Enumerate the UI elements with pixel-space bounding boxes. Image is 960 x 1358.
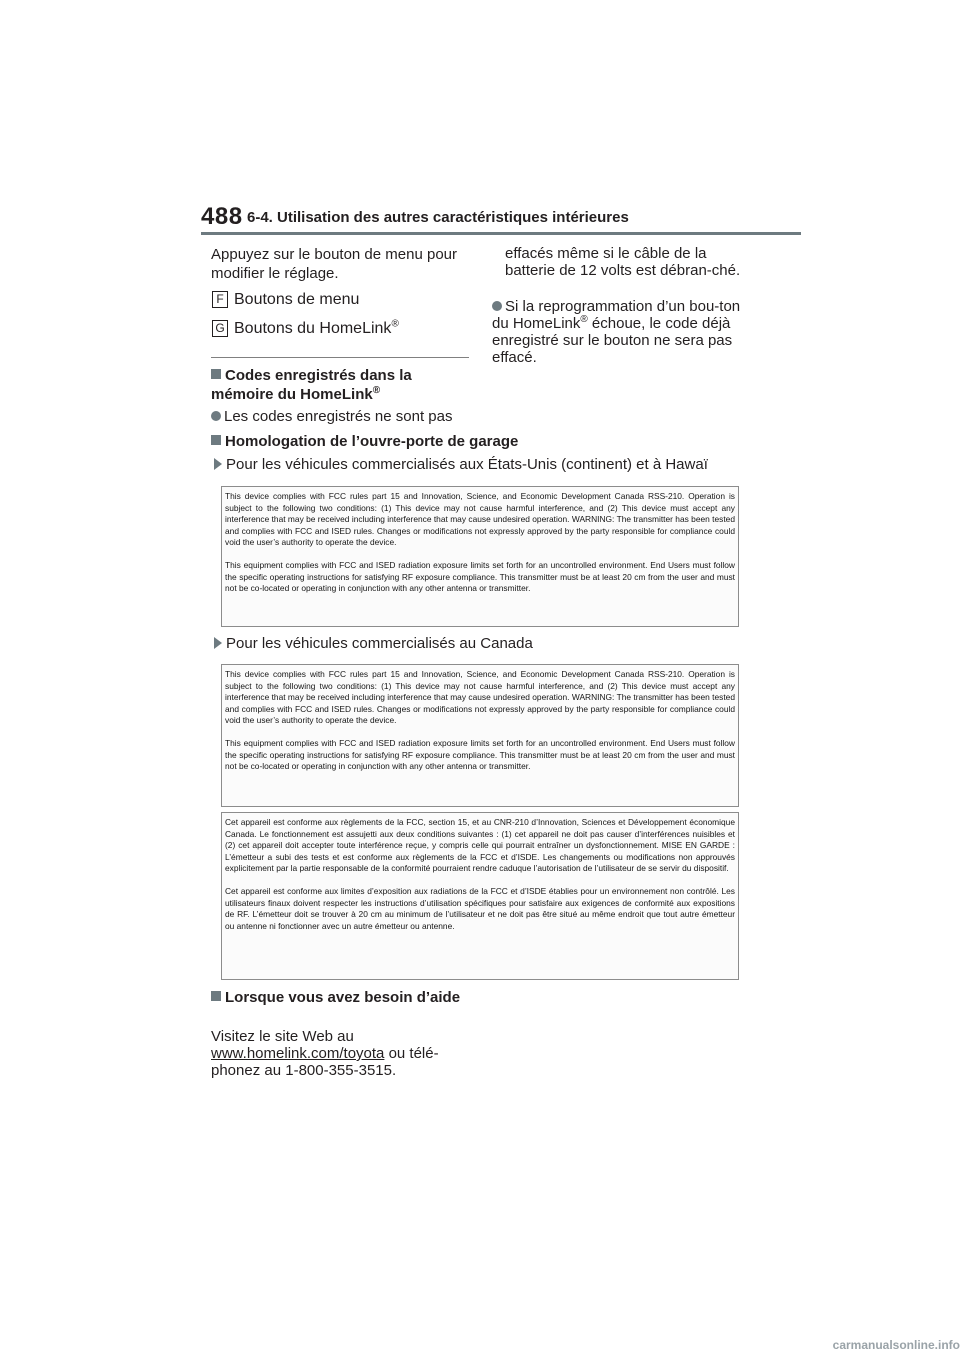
fcc-notice-canada-fr: [221, 812, 739, 980]
bullet-reprogramming-text-2: échoue, le code déjà enregistré sur le bouton ne sera pas effacé.: [492, 315, 733, 366]
sub-heading-canada-text: Pour les véhicules commercialisés au Canada: [226, 635, 533, 652]
triangle-bullet-icon: [214, 458, 222, 470]
help-text: [211, 1028, 456, 1079]
triangle-bullet-icon: [214, 637, 222, 649]
legend-g-text: Boutons du HomeLink: [234, 320, 392, 337]
fcc-notice-us-p1: This device complies with FCC rules part 15 and Innovation, Science, and Economic Development Canada RSS-210. Operation is subject to the following two conditions: (1) This device may not cause harmful interference, and (2) This device must accept any interference that may be received including interference that may cause undesired operation. WARNING: The transmitter has been tested and complies with FCC and ISED rules. Changes or modifications not expressly approved by the party responsible for compliance could void the user’s authority to operate the device.: [225, 491, 735, 548]
section-heading-homologation: [211, 432, 518, 451]
chapter-title: 6-4. Utilisation des autres caractéristiques intérieures: [247, 209, 629, 226]
watermark: carmanualsonline.info: [832, 1338, 960, 1352]
fcc-notice-us-p2: This equipment complies with FCC and ISED radiation exposure limits set forth for an uncontrolled environment. End Users must follow the specific operating instructions for satisfying RF exposure compliance. This transmitter must be at least 20 cm from the user and must not be co-located or operating in conjunction with any other antenna or transmitter.: [225, 559, 735, 594]
sub-heading-us-text: Pour les véhicules commercialisés aux États-Unis (continent) et à Hawaï: [226, 456, 708, 473]
square-bullet-icon: [211, 435, 221, 445]
homelink-website-link[interactable]: www.homelink.com/toyota: [211, 1045, 385, 1062]
page-number: 488: [201, 203, 243, 230]
fcc-notice-canada-en-p1: This device complies with FCC rules part 15 and Innovation, Science, and Economic Development Canada RSS-210. Operation is subject to the following two conditions: (1) This device may not cause harmful interference, and (2) This device must accept any interference that may be received including interference that may cause undesired operation. WARNING: The transmitter has been tested and complies with FCC and ISED rules. Changes or modifications not expressly approved by the party responsible for compliance could void the user’s authority to operate the device.: [225, 669, 735, 726]
header-rule: [201, 232, 801, 235]
help-text-before: Visitez le site Web au: [211, 1028, 354, 1045]
bullet-codes-not-erased: [211, 408, 473, 425]
square-bullet-icon: [211, 991, 221, 1001]
round-bullet-icon: [211, 411, 221, 421]
fcc-notice-us: [221, 486, 739, 627]
fcc-notice-canada-en-p2: This equipment complies with FCC and ISED radiation exposure limits set forth for an uncontrolled environment. End Users must follow the specific operating instructions for satisfying RF exposure compliance. This transmitter must be at least 20 cm from the user and must not be co-located or operating in conjunction with any other antenna or transmitter.: [225, 737, 735, 772]
fcc-notice-canada-fr-p2: Cet appareil est conforme aux limites d’exposition aux radiations de la FCC et d’ISDE établies pour un environnement non contrôlé. Les utilisateurs finaux doivent respecter les instructions d’utilisation spécifiques pour satisfaire aux exigences de conformité aux expositions de RF. L’émetteur doit se trouver à 20 cm au minimum de l’utilisateur et ne doit pas être situé au même endroit que tout autre émetteur ou antenne ni fonctionner avec un autre émetteur ou antenne.: [225, 885, 735, 931]
help-text-after: ou télé-phonez au 1-800-355-3515.: [211, 1045, 439, 1079]
label-f-box: F: [212, 291, 228, 308]
legend-f-text: Boutons de menu: [234, 291, 360, 308]
registered-mark: ®: [372, 385, 381, 396]
bullet-reprogramming-text-1: Si la reprogrammation d’un bou-ton du HomeLink: [492, 298, 741, 332]
column-divider: [211, 357, 469, 358]
registered-mark: ®: [580, 314, 588, 325]
intro-text: Appuyez sur le bouton de menu pour modifier le réglage.: [211, 246, 457, 282]
section-heading-homologation-text: Homologation de l’ouvre-porte de garage: [225, 433, 519, 450]
bullet-reprogramming: [492, 298, 752, 366]
fcc-notice-canada-en: [221, 664, 739, 807]
round-bullet-icon: [492, 301, 502, 311]
square-bullet-icon: [211, 369, 221, 379]
registered-mark: ®: [391, 318, 399, 330]
sub-heading-us: [214, 456, 708, 473]
label-g-box: G: [212, 320, 228, 337]
bullet-codes-text: Les codes enregistrés ne sont pas: [224, 408, 453, 425]
section-heading-help: [211, 990, 461, 1006]
section-heading-help-text: Lorsque vous avez besoin d’aide: [225, 989, 461, 1006]
fcc-notice-canada-fr-p1: Cet appareil est conforme aux règlements de la FCC, section 15, et au CNR-210 d’Innovation, Sciences et Développement économique Canada. Le fonctionnement est assujetti aux deux conditions suivantes : (1) cet appareil ne doit pas causer d’interférences nuisibles et (2) cet appareil doit accepter toute interférence reçue, y compris celle qui pourrait entraîner un dysfonctionnement. MISE EN GARDE : L’émetteur a subi des tests et est conforme aux règlements de la FCC et d’ISDE. Les changements ou modifications non approuvés explicitement par la partie responsable de la conformité pourraient rendre caduque l’autorisation de l’utilisateur de se servir du dispositif.: [225, 817, 735, 874]
section-heading-codes-text: Codes enregistrés dans la mémoire du HomeLink: [211, 367, 412, 403]
legend-item-g: [212, 320, 399, 338]
legend-item-f: [212, 291, 359, 309]
continuation-text: effacés même si le câble de la batterie de 12 volts est débran-ché.: [505, 245, 741, 279]
section-heading-codes: [211, 366, 471, 404]
sub-heading-canada: [214, 635, 533, 652]
